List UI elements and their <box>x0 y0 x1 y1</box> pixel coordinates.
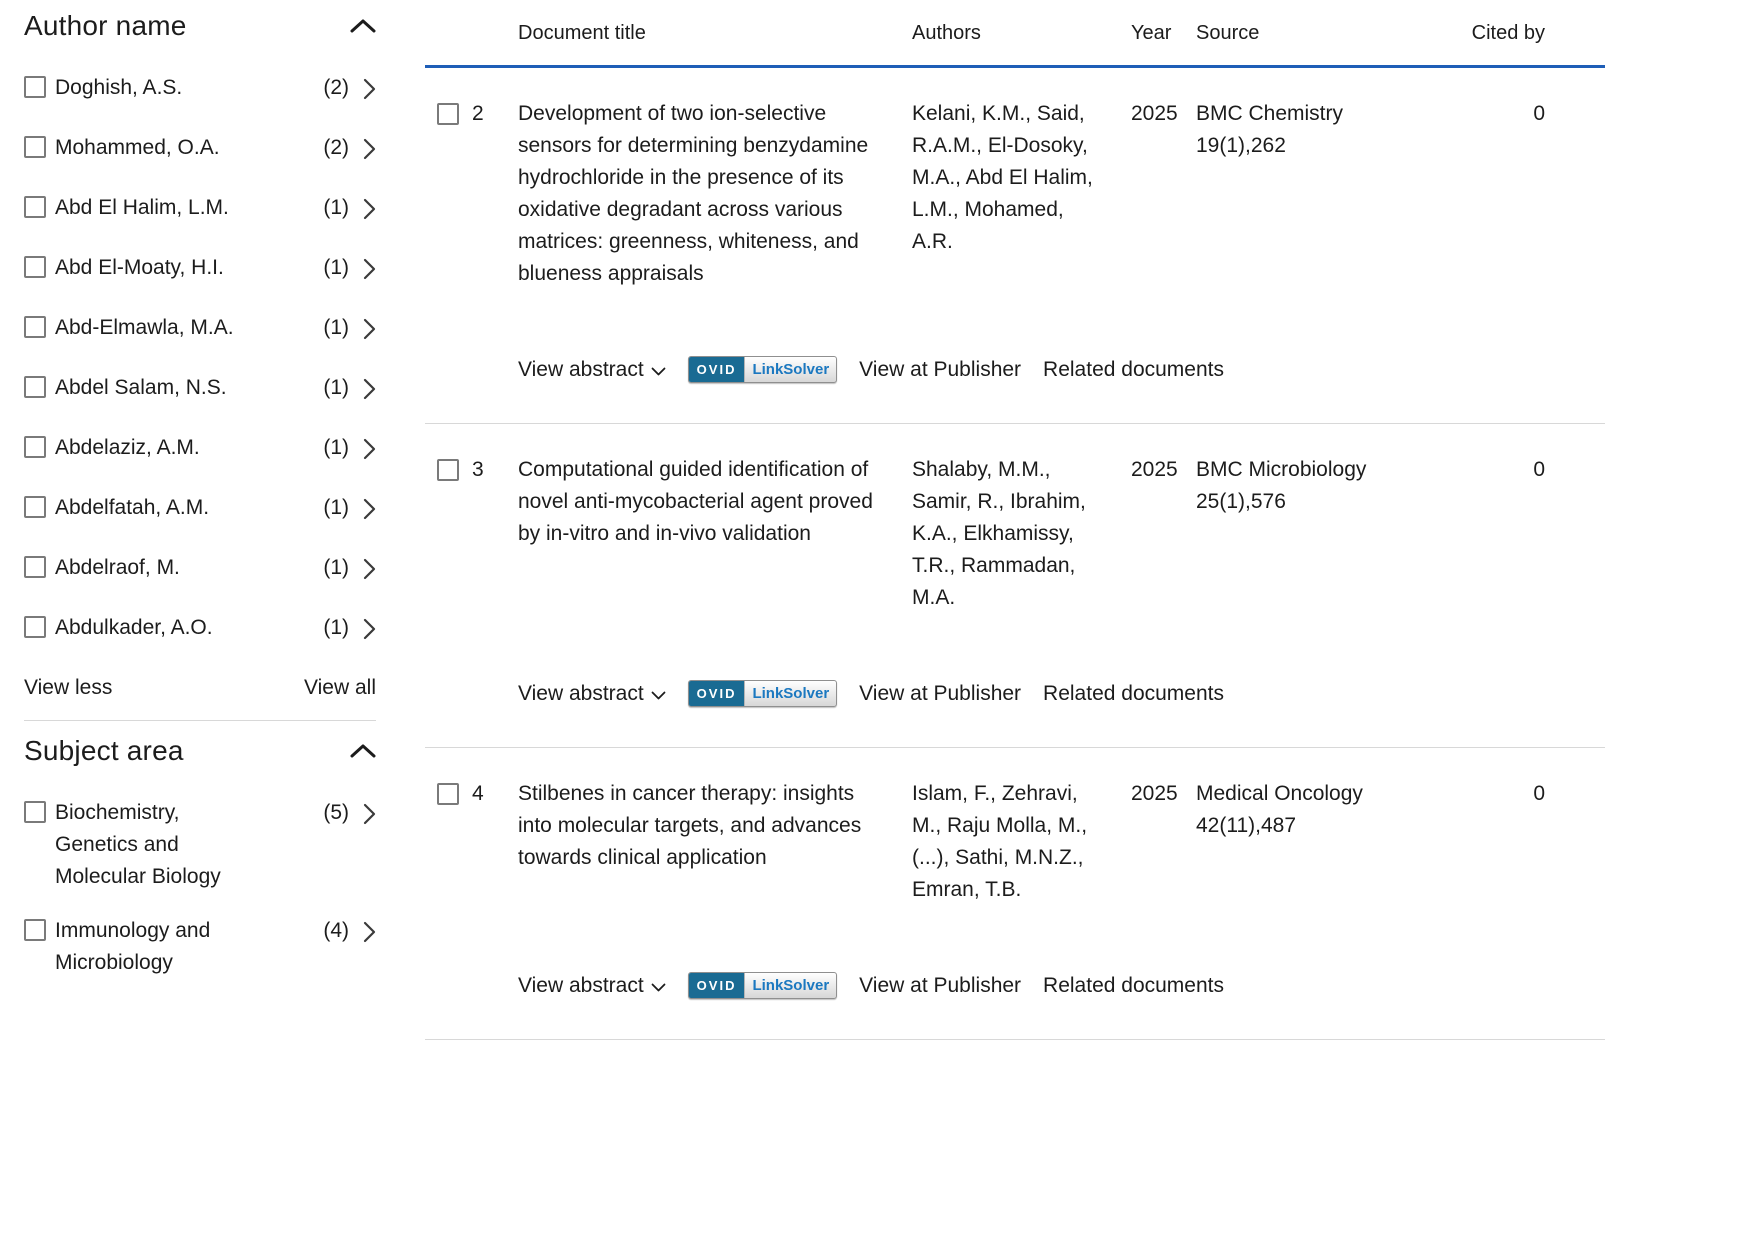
cited-by-cell: 0 <box>1533 458 1545 481</box>
column-header-year[interactable]: Year <box>1131 22 1172 44</box>
document-title-link[interactable]: Computational guided identification of novel anti-mycobacterial agent proved by in-vitro and in-vivo validation <box>518 458 873 545</box>
author-filter-label[interactable]: Mohammed, O.A. <box>55 136 220 159</box>
subject-filter-item <box>24 915 376 979</box>
author-filter-label[interactable]: Abdelfatah, A.M. <box>55 496 210 519</box>
chevron-right-icon[interactable] <box>363 78 376 110</box>
linksolver-label: LinkSolver <box>744 357 836 382</box>
column-header-document-title[interactable]: Document title <box>518 22 646 44</box>
result-checkbox[interactable] <box>437 459 459 481</box>
subject-filter-count: (5) <box>323 801 349 824</box>
author-filter-label[interactable]: Abdelaziz, A.M. <box>55 436 200 459</box>
view-abstract-label: View abstract <box>518 973 644 997</box>
view-abstract-button[interactable] <box>518 680 666 707</box>
chevron-down-icon <box>651 359 666 383</box>
results-table <box>425 0 1605 1040</box>
author-filter-count: (1) <box>323 256 349 279</box>
author-filter-count: (1) <box>323 316 349 339</box>
author-filter-count: (2) <box>323 136 349 159</box>
author-filter-count: (2) <box>323 76 349 99</box>
author-filter-label[interactable]: Abd El Halim, L.M. <box>55 196 229 219</box>
author-checkbox[interactable] <box>24 256 46 278</box>
column-header-source[interactable]: Source <box>1196 22 1260 44</box>
subject-filter-count: (4) <box>323 919 349 942</box>
facet-title-subject-area: Subject area <box>24 735 184 766</box>
year-cell: 2025 <box>1131 458 1178 481</box>
subject-filter-label[interactable]: Biochemistry, Genetics and Molecular Biology <box>55 801 221 888</box>
author-filter-count: (1) <box>323 196 349 219</box>
document-title-link[interactable]: Stilbenes in cancer therapy: insights into molecular targets, and advances towards clinical application <box>518 782 862 869</box>
facet-footer <box>24 672 376 704</box>
author-filter-item <box>24 132 376 170</box>
authors-cell[interactable]: Shalaby, M.M., Samir, R., Ibrahim, K.A., Elkhamissy, T.R., Rammadan, M.A. <box>912 458 1086 609</box>
author-filter-label[interactable]: Doghish, A.S. <box>55 76 183 99</box>
author-filter-label[interactable]: Abdel Salam, N.S. <box>55 376 227 399</box>
author-filter-label[interactable]: Abdulkader, A.O. <box>55 616 213 639</box>
facet-subject-header <box>24 735 376 767</box>
source-name-link[interactable]: BMC Microbiology <box>1196 458 1367 481</box>
author-filter-item <box>24 432 376 470</box>
facet-author-header <box>24 10 376 42</box>
author-checkbox[interactable] <box>24 316 46 338</box>
filters-sidebar <box>24 6 376 1001</box>
chevron-right-icon[interactable] <box>363 921 376 953</box>
source-name-link[interactable]: BMC Chemistry <box>1196 102 1344 125</box>
source-cell[interactable] <box>1196 98 1430 290</box>
source-cell[interactable] <box>1196 778 1430 906</box>
header-spacer <box>425 22 518 45</box>
author-filter-item <box>24 372 376 410</box>
linksolver-label: LinkSolver <box>744 681 836 706</box>
ovid-linksolver-button[interactable] <box>688 356 838 383</box>
authors-cell[interactable]: Islam, F., Zehravi, M., Raju Molla, M., (...), Sathi, M.N.Z., Emran, T.B. <box>912 782 1088 901</box>
result-actions <box>518 680 1605 707</box>
chevron-down-icon <box>651 975 666 999</box>
author-checkbox[interactable] <box>24 496 46 518</box>
subject-filter-label[interactable]: Immunology and Microbiology <box>55 919 211 974</box>
column-header-authors[interactable]: Authors <box>912 22 981 44</box>
chevron-down-icon <box>651 683 666 707</box>
ovid-logo: OVID <box>689 681 745 706</box>
chevron-right-icon[interactable] <box>363 803 376 835</box>
author-checkbox[interactable] <box>24 436 46 458</box>
result-number: 2 <box>472 102 484 125</box>
author-filter-label[interactable]: Abd El-Moaty, H.I. <box>55 256 224 279</box>
author-filter-item <box>24 612 376 650</box>
result-actions <box>518 356 1605 383</box>
view-less-link[interactable]: View less <box>24 676 113 699</box>
view-all-link[interactable]: View all <box>304 676 376 699</box>
result-row <box>425 748 1605 1040</box>
view-at-publisher-link[interactable]: View at Publisher <box>859 973 1022 997</box>
chevron-right-icon[interactable] <box>363 318 376 350</box>
ovid-logo: OVID <box>689 357 745 382</box>
ovid-logo: OVID <box>689 973 745 998</box>
author-checkbox[interactable] <box>24 136 46 158</box>
ovid-linksolver-button[interactable] <box>688 972 838 999</box>
author-filter-item <box>24 312 376 350</box>
document-title-link[interactable]: Development of two ion-selective sensors for determining benzydamine hydrochloride in the presence of its oxidative degradant across various matrices: greenness, whiteness, and blueness appraisals <box>518 102 869 285</box>
subject-filter-item <box>24 797 376 893</box>
author-checkbox[interactable] <box>24 196 46 218</box>
source-name-link[interactable]: Medical Oncology <box>1196 782 1363 805</box>
author-filter-label[interactable]: Abdelraof, M. <box>55 556 180 579</box>
related-documents-link[interactable]: Related documents <box>1043 357 1224 381</box>
cited-by-cell: 0 <box>1533 102 1545 125</box>
view-at-publisher-link[interactable]: View at Publisher <box>859 357 1022 381</box>
source-volume-issue: 19(1),262 <box>1196 134 1286 157</box>
chevron-up-icon[interactable] <box>350 19 376 33</box>
view-abstract-label: View abstract <box>518 357 644 381</box>
author-checkbox[interactable] <box>24 556 46 578</box>
author-filter-count: (1) <box>323 496 349 519</box>
chevron-right-icon[interactable] <box>363 558 376 590</box>
view-abstract-button[interactable] <box>518 972 666 999</box>
subject-filter-list <box>24 797 376 979</box>
author-checkbox[interactable] <box>24 616 46 638</box>
subject-checkbox[interactable] <box>24 919 46 941</box>
source-volume-issue: 42(11),487 <box>1196 814 1297 837</box>
view-abstract-label: View abstract <box>518 681 644 705</box>
author-checkbox[interactable] <box>24 376 46 398</box>
source-volume-issue: 25(1),576 <box>1196 490 1286 513</box>
column-header-cited-by[interactable]: Cited by <box>1471 22 1545 44</box>
chevron-right-icon[interactable] <box>363 198 376 230</box>
related-documents-link[interactable]: Related documents <box>1043 681 1224 705</box>
related-documents-link[interactable]: Related documents <box>1043 973 1224 997</box>
author-filter-label[interactable]: Abd-Elmawla, M.A. <box>55 316 234 339</box>
ovid-linksolver-button[interactable] <box>688 680 838 707</box>
facet-title-author-name: Author name <box>24 10 187 41</box>
facet-author-name <box>24 10 376 721</box>
chevron-right-icon[interactable] <box>363 138 376 170</box>
result-checkbox[interactable] <box>437 103 459 125</box>
chevron-right-icon[interactable] <box>363 498 376 530</box>
year-cell: 2025 <box>1131 782 1178 805</box>
view-abstract-button[interactable] <box>518 356 666 383</box>
author-filter-count: (1) <box>323 376 349 399</box>
result-row <box>425 424 1605 748</box>
subject-checkbox[interactable] <box>24 801 46 823</box>
result-number: 4 <box>472 782 484 805</box>
facet-subject-area <box>24 735 376 979</box>
results-header-row <box>425 0 1605 68</box>
author-filter-count: (1) <box>323 556 349 579</box>
author-filter-item <box>24 192 376 230</box>
authors-cell[interactable]: Kelani, K.M., Said, R.A.M., El-Dosoky, M.A., Abd El Halim, L.M., Mohamed, A.R. <box>912 102 1093 253</box>
cited-by-cell: 0 <box>1533 782 1545 805</box>
facet-divider <box>24 720 376 721</box>
author-filter-item <box>24 492 376 530</box>
author-filter-count: (1) <box>323 436 349 459</box>
chevron-right-icon[interactable] <box>363 618 376 650</box>
year-cell: 2025 <box>1131 102 1178 125</box>
author-filter-item <box>24 72 376 110</box>
author-filter-list <box>24 72 376 650</box>
author-checkbox[interactable] <box>24 76 46 98</box>
result-row <box>425 68 1605 424</box>
author-filter-count: (1) <box>323 616 349 639</box>
author-filter-item <box>24 252 376 290</box>
chevron-right-icon[interactable] <box>363 258 376 290</box>
chevron-up-icon[interactable] <box>350 744 376 758</box>
view-at-publisher-link[interactable]: View at Publisher <box>859 681 1022 705</box>
author-filter-item <box>24 552 376 590</box>
linksolver-label: LinkSolver <box>744 973 836 998</box>
result-checkbox[interactable] <box>437 783 459 805</box>
result-number: 3 <box>472 458 484 481</box>
source-cell[interactable] <box>1196 454 1430 614</box>
chevron-right-icon[interactable] <box>363 378 376 410</box>
chevron-right-icon[interactable] <box>363 438 376 470</box>
result-actions <box>518 972 1605 999</box>
